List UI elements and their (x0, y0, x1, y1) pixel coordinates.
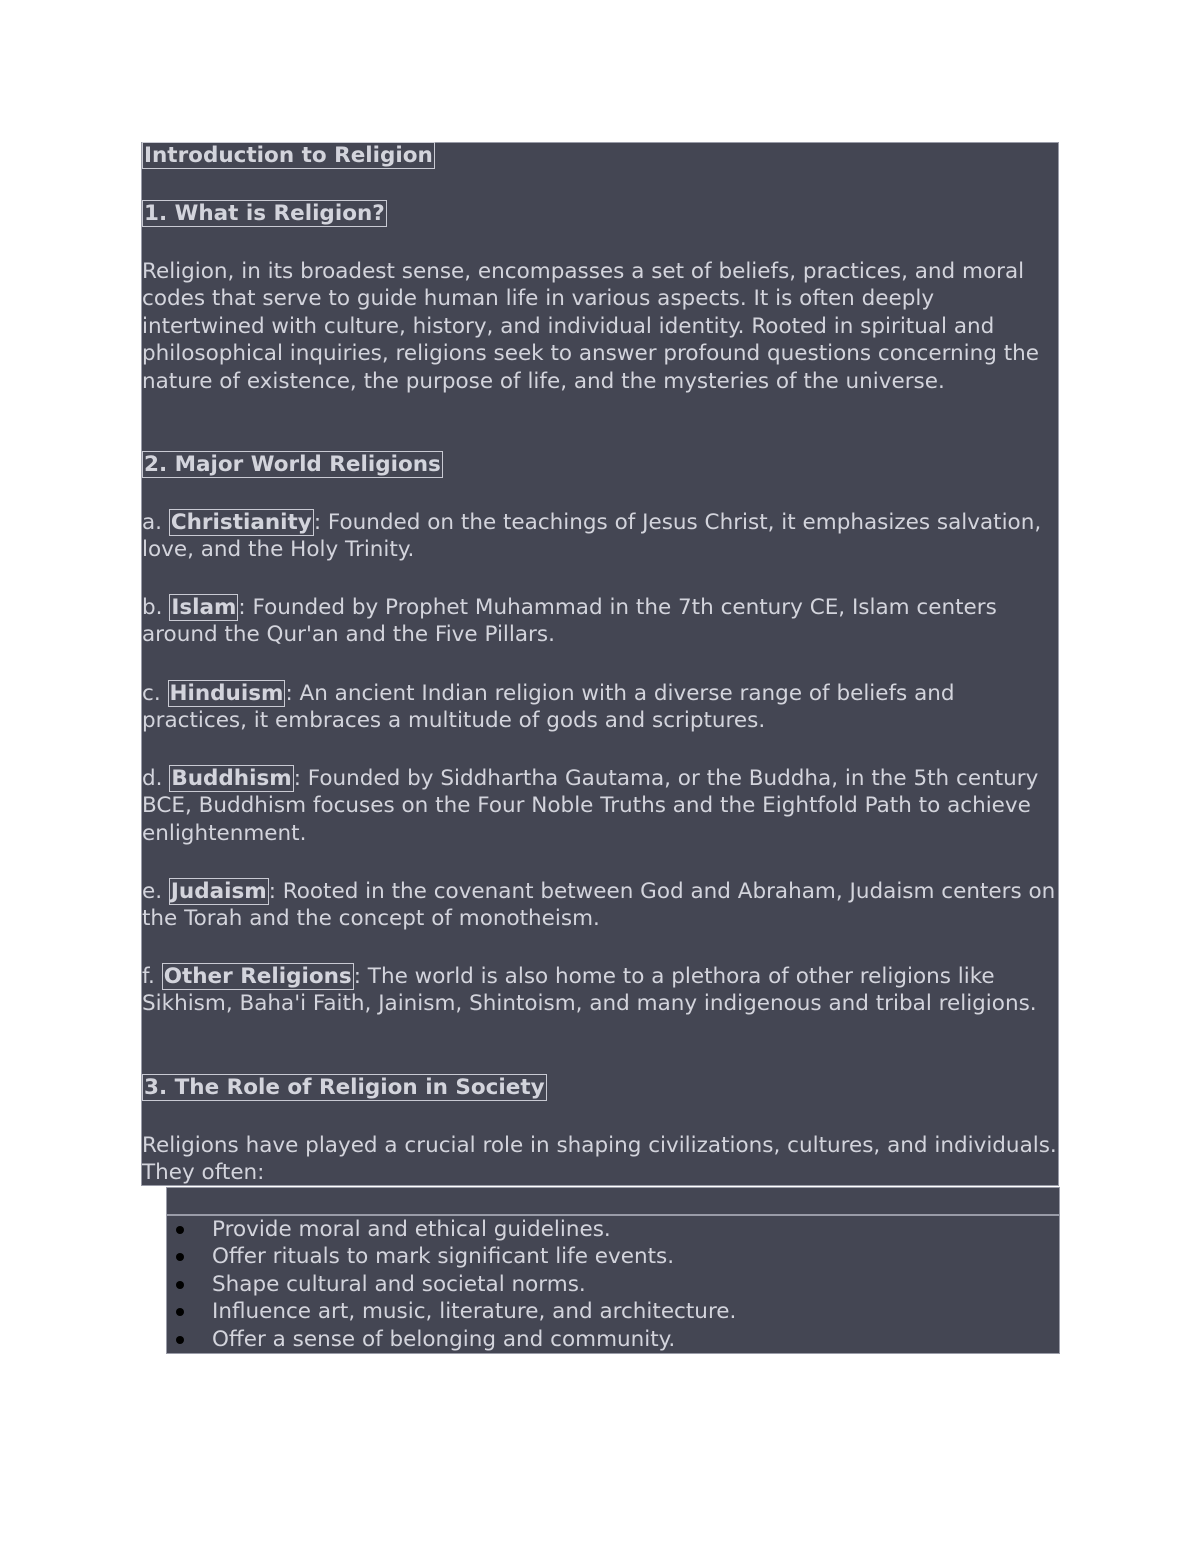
religion-prefix: d. (142, 766, 170, 791)
religion-description: : The world is also home to a plethora of other religions like Sikhism, Baha'i Faith, Jainism, Shintoism, and many indigenous and tribal religions. (142, 964, 1037, 1017)
religion-description: : An ancient Indian religion with a diverse range of beliefs and practices, it embraces a multitude of gods and scriptures. (142, 681, 955, 734)
list-item-text: Offer rituals to mark significant life events. (212, 1244, 675, 1270)
religion-name: Christianity (170, 510, 312, 535)
section3-heading-line (142, 1074, 547, 1101)
religion-description: : Rooted in the covenant between God and Abraham, Judaism centers on the Torah and the concept of monotheism. (142, 879, 1056, 932)
religion-name: Other Religions (163, 964, 352, 989)
section1-body: Religion, in its broadest sense, encompasses a set of beliefs, practices, and moral codes that serve to guide human life in various aspects. It is often deeply intertwined with culture, history, and individual identity. Rooted in spiritual and philosophical inquiries, religions seek to answer profound questions concerning the nature of existence, the purpose of life, and the mysteries of the universe. (142, 259, 1040, 394)
religion-item-other (142, 963, 1058, 1018)
section1-heading-line (142, 200, 387, 227)
religion-prefix: c. (142, 681, 168, 706)
religion-name: Judaism (170, 879, 267, 904)
religion-prefix: b. (142, 595, 170, 620)
document-title: Introduction to Religion (144, 143, 433, 168)
religion-description: : Founded by Prophet Muhammad in the 7th century CE, Islam centers around the Qur'an and the Five Pillars. (142, 595, 997, 648)
list-item-text: Provide moral and ethical guidelines. (212, 1217, 611, 1242)
bullet-dot-icon (176, 1281, 184, 1289)
section2-heading: 2. Major World Religions (144, 452, 441, 477)
list-item-text: Offer a sense of belonging and community. (212, 1326, 676, 1352)
bullet-dot-icon (176, 1226, 184, 1234)
religion-prefix: e. (142, 879, 169, 904)
list-top-strip (166, 1187, 1060, 1215)
religion-item-christianity (142, 509, 1058, 564)
religion-name: Islam (171, 595, 237, 620)
religion-item-buddhism (142, 765, 1058, 847)
religion-item-hinduism (142, 680, 1058, 735)
religion-name: Buddhism (171, 766, 292, 791)
list-item-text: Shape cultural and societal norms. (212, 1271, 586, 1297)
religion-item-islam (142, 594, 1058, 649)
section3-intro: Religions have played a crucial role in shaping civilizations, cultures, and individuals. They often: (142, 1133, 1057, 1186)
religion-description: : Founded on the teachings of Jesus Christ, it emphasizes salvation, love, and the Holy Trinity. (142, 510, 1042, 563)
religion-prefix: f. (142, 964, 162, 989)
bullet-dot-icon (176, 1336, 184, 1344)
religion-item-judaism (142, 878, 1058, 933)
section3-heading: 3. The Role of Religion in Society (144, 1075, 545, 1100)
religion-description: : Founded by Siddhartha Gautama, or the Buddha, in the 5th century BCE, Buddhism focuses on the Four Noble Truths and the Eightfold Path to achieve enlightenment. (142, 766, 1039, 846)
religion-prefix: a. (142, 510, 169, 535)
list-item-text: Influence art, music, literature, and architecture. (212, 1299, 737, 1325)
document-title-line (142, 142, 435, 169)
section1-heading: 1. What is Religion? (144, 201, 385, 226)
section2-heading-line (142, 451, 443, 478)
religion-name: Hinduism (169, 681, 284, 706)
